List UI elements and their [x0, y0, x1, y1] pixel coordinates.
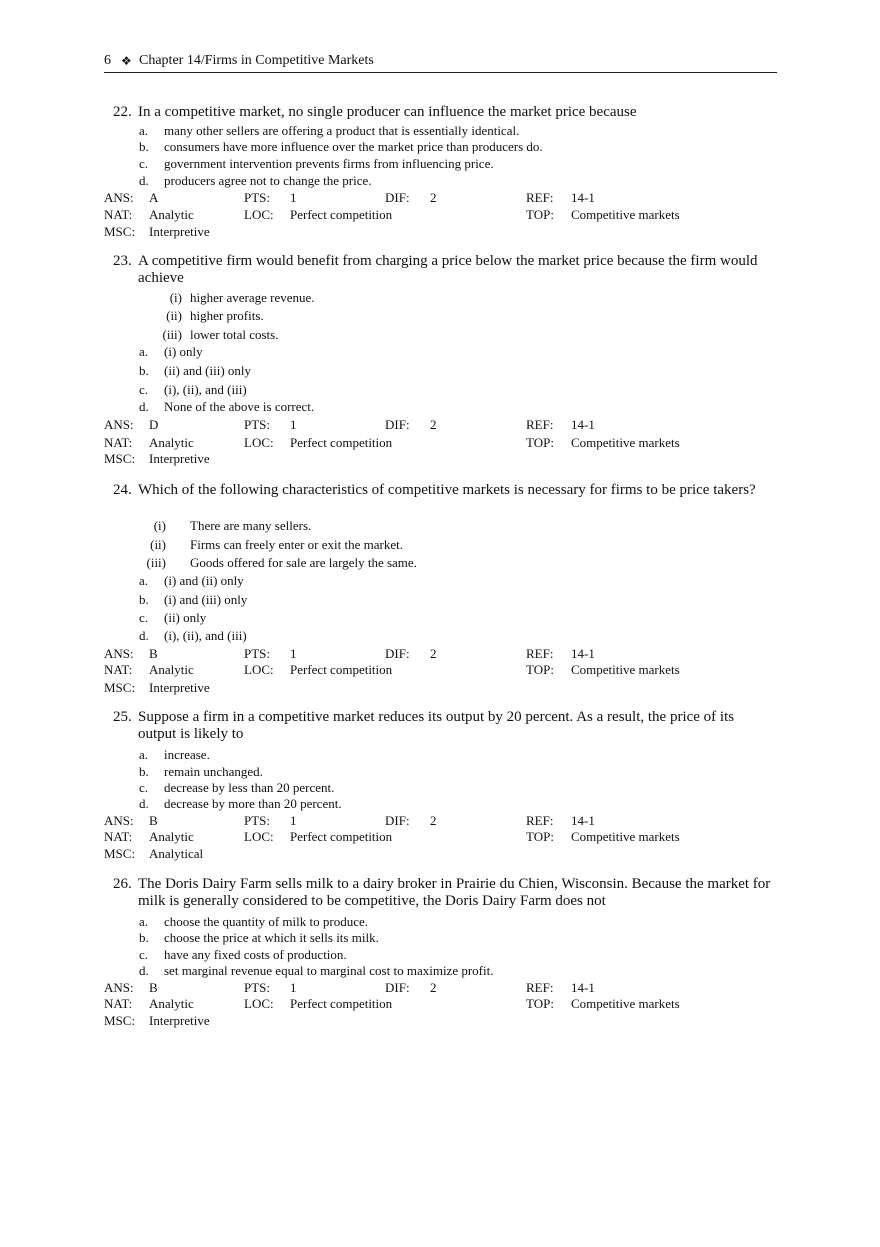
question-stem: In a competitive market, no single producer can influence the market price because	[138, 104, 637, 120]
meta-value-loc: Perfect competition	[290, 207, 393, 222]
meta-value-msc: Interpretive	[149, 1013, 210, 1028]
numeral-statement: Firms can freely enter or exit the market.	[190, 537, 403, 552]
meta-label-msc: MSC:	[104, 1013, 136, 1028]
meta-value-top: Competitive markets	[571, 996, 680, 1011]
page-number: 6	[104, 53, 111, 68]
meta-label-nat: NAT:	[104, 829, 133, 844]
meta-label-loc: LOC:	[244, 996, 274, 1011]
option-text: None of the above is correct.	[164, 399, 315, 414]
option-text: producers agree not to change the price.	[164, 173, 372, 188]
numeral-label: (i)	[153, 518, 166, 533]
meta-label-nat: NAT:	[104, 996, 133, 1011]
option-text: decrease by less than 20 percent.	[164, 780, 335, 795]
option-text: decrease by more than 20 percent.	[164, 796, 342, 811]
option-letter: c.	[139, 382, 149, 397]
meta-label-ref: REF:	[526, 417, 554, 432]
meta-label-msc: MSC:	[104, 451, 136, 466]
meta-label-top: TOP:	[526, 435, 554, 450]
option-letter: d.	[139, 399, 149, 414]
meta-value-msc: Interpretive	[149, 224, 210, 239]
meta-label-dif: DIF:	[385, 190, 410, 205]
meta-label-pts: PTS:	[244, 980, 271, 995]
option-letter: d.	[139, 796, 149, 811]
meta-label-ans: ANS:	[104, 190, 134, 205]
meta-label-top: TOP:	[526, 996, 554, 1011]
option-text: choose the price at which it sells its milk.	[164, 930, 379, 945]
meta-value-dif: 2	[430, 646, 437, 661]
question-number: 26.	[113, 876, 132, 892]
option-letter: c.	[139, 610, 149, 625]
meta-value-msc: Analytical	[149, 846, 204, 861]
meta-value-top: Competitive markets	[571, 662, 680, 677]
page-header	[104, 52, 777, 73]
meta-value-loc: Perfect competition	[290, 662, 393, 677]
numeral-label: (iii)	[162, 327, 182, 342]
meta-value-ans: B	[149, 813, 158, 828]
meta-value-ref: 14-1	[571, 646, 595, 661]
question-stem: Which of the following characteristics of competitive markets is necessary for firms to be price takers?	[138, 482, 756, 498]
meta-label-msc: MSC:	[104, 680, 136, 695]
meta-value-ans: B	[149, 646, 158, 661]
meta-value-ref: 14-1	[571, 190, 595, 205]
option-text: set marginal revenue equal to marginal cost to maximize profit.	[164, 963, 494, 978]
question-number: 23.	[113, 253, 132, 269]
option-letter: b.	[139, 363, 149, 378]
meta-label-nat: NAT:	[104, 662, 133, 677]
meta-value-pts: 1	[290, 417, 297, 432]
meta-label-pts: PTS:	[244, 190, 271, 205]
meta-label-ref: REF:	[526, 980, 554, 995]
meta-value-ref: 14-1	[571, 813, 595, 828]
numeral-statement: higher profits.	[190, 308, 264, 323]
numeral-statement: Goods offered for sale are largely the same.	[190, 555, 417, 570]
meta-value-ref: 14-1	[571, 417, 595, 432]
chapter-title: Chapter 14/Firms in Competitive Markets	[139, 53, 374, 68]
meta-value-dif: 2	[430, 980, 437, 995]
meta-label-pts: PTS:	[244, 813, 271, 828]
option-text: (i), (ii), and (iii)	[164, 628, 247, 643]
meta-value-ref: 14-1	[571, 980, 595, 995]
question-stem: The Doris Dairy Farm sells milk to a dairy broker in Prairie du Chien, Wisconsin. Because the market for milk is generally considered to be competitive, the Doris Dairy Farm does not	[138, 876, 771, 909]
meta-value-nat: Analytic	[149, 435, 194, 450]
option-text: increase.	[164, 747, 210, 762]
meta-label-ref: REF:	[526, 190, 554, 205]
meta-label-top: TOP:	[526, 662, 554, 677]
meta-value-nat: Analytic	[149, 662, 194, 677]
numeral-label: (iii)	[146, 555, 166, 570]
option-text: (i) only	[164, 344, 203, 359]
question-number: 25.	[113, 709, 132, 725]
option-text: (ii) only	[164, 610, 207, 625]
meta-label-pts: PTS:	[244, 417, 271, 432]
meta-label-msc: MSC:	[104, 224, 136, 239]
meta-value-msc: Interpretive	[149, 451, 210, 466]
option-letter: c.	[139, 156, 149, 171]
meta-value-top: Competitive markets	[571, 207, 680, 222]
meta-value-dif: 2	[430, 417, 437, 432]
meta-label-ans: ANS:	[104, 646, 134, 661]
option-letter: b.	[139, 764, 149, 779]
meta-value-ans: A	[149, 190, 159, 205]
meta-label-loc: LOC:	[244, 435, 274, 450]
option-text: government intervention prevents firms from influencing price.	[164, 156, 494, 171]
option-letter: c.	[139, 780, 149, 795]
meta-value-dif: 2	[430, 190, 437, 205]
option-letter: a.	[139, 123, 149, 138]
meta-label-ans: ANS:	[104, 417, 134, 432]
meta-label-nat: NAT:	[104, 207, 133, 222]
meta-label-nat: NAT:	[104, 435, 133, 450]
numeral-statement: lower total costs.	[190, 327, 279, 342]
meta-label-top: TOP:	[526, 829, 554, 844]
meta-value-pts: 1	[290, 813, 297, 828]
option-text: (i), (ii), and (iii)	[164, 382, 247, 397]
meta-value-loc: Perfect competition	[290, 435, 393, 450]
meta-value-loc: Perfect competition	[290, 996, 393, 1011]
meta-value-pts: 1	[290, 980, 297, 995]
meta-label-ans: ANS:	[104, 980, 134, 995]
numeral-label: (ii)	[150, 537, 166, 552]
question-stem: A competitive firm would benefit from charging a price below the market price because the firm would achieve	[138, 253, 758, 286]
numeral-statement: There are many sellers.	[190, 518, 312, 533]
option-text: remain unchanged.	[164, 764, 263, 779]
option-text: (i) and (iii) only	[164, 592, 248, 607]
option-text: have any fixed costs of production.	[164, 947, 347, 962]
option-letter: a.	[139, 914, 149, 929]
meta-label-dif: DIF:	[385, 417, 410, 432]
option-letter: d.	[139, 963, 149, 978]
option-letter: d.	[139, 173, 149, 188]
meta-label-loc: LOC:	[244, 207, 274, 222]
numeral-statement: higher average revenue.	[190, 290, 315, 305]
meta-value-top: Competitive markets	[571, 829, 680, 844]
option-letter: b.	[139, 139, 149, 154]
option-letter: b.	[139, 930, 149, 945]
option-text: (ii) and (iii) only	[164, 363, 252, 378]
meta-value-pts: 1	[290, 646, 297, 661]
meta-value-dif: 2	[430, 813, 437, 828]
numeral-label: (ii)	[166, 308, 182, 323]
meta-label-msc: MSC:	[104, 846, 136, 861]
meta-label-loc: LOC:	[244, 829, 274, 844]
option-letter: a.	[139, 344, 149, 359]
option-text: consumers have more influence over the market price than producers do.	[164, 139, 543, 154]
option-letter: c.	[139, 947, 149, 962]
numeral-label: (i)	[169, 290, 182, 305]
option-letter: b.	[139, 592, 149, 607]
question-number: 24.	[113, 482, 132, 498]
meta-value-top: Competitive markets	[571, 435, 680, 450]
option-letter: a.	[139, 573, 149, 588]
question-stem: Suppose a firm in a competitive market reduces its output by 20 percent. As a result, the price of its output is likely to	[138, 709, 735, 742]
meta-value-loc: Perfect competition	[290, 829, 393, 844]
meta-value-nat: Analytic	[149, 207, 194, 222]
option-text: (i) and (ii) only	[164, 573, 244, 588]
option-text: choose the quantity of milk to produce.	[164, 914, 368, 929]
meta-label-ans: ANS:	[104, 813, 134, 828]
meta-value-nat: Analytic	[149, 996, 194, 1011]
meta-label-dif: DIF:	[385, 813, 410, 828]
meta-label-dif: DIF:	[385, 646, 410, 661]
meta-value-nat: Analytic	[149, 829, 194, 844]
meta-label-dif: DIF:	[385, 980, 410, 995]
meta-value-pts: 1	[290, 190, 297, 205]
meta-value-ans: B	[149, 980, 158, 995]
meta-label-ref: REF:	[526, 813, 554, 828]
meta-value-ans: D	[149, 417, 159, 432]
meta-label-loc: LOC:	[244, 662, 274, 677]
diamond-ornament-icon: ❖	[121, 54, 132, 68]
option-letter: d.	[139, 628, 149, 643]
option-letter: a.	[139, 747, 149, 762]
meta-label-pts: PTS:	[244, 646, 271, 661]
option-text: many other sellers are offering a product that is essentially identical.	[164, 123, 520, 138]
meta-label-top: TOP:	[526, 207, 554, 222]
meta-label-ref: REF:	[526, 646, 554, 661]
question-number: 22.	[113, 104, 132, 120]
meta-value-msc: Interpretive	[149, 680, 210, 695]
